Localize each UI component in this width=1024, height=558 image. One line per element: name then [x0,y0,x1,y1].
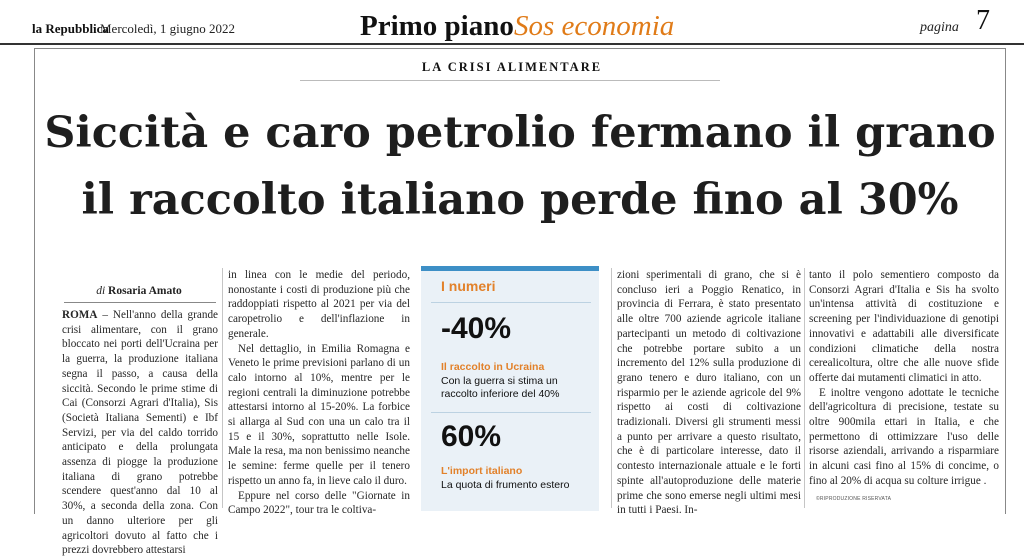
column-divider [222,268,223,508]
box-accent-bar [421,266,599,271]
page-label: pagina [920,20,959,35]
byline-prefix: di [96,285,106,297]
box-divider [431,302,591,303]
headline-line-1: Siccità e caro petrolio fermano il grano [44,108,996,158]
headline-line-2: il raccolto italiano perde fino al 30% [81,175,959,225]
issue-date: Mercoledì, 1 giugno 2022 [100,21,236,36]
paragraph: Eppure nel corso delle "Giornate in Campo 2022", tour tra le coltiva- [228,489,410,517]
paragraph: Nel dettaglio, in Emilia Romagna e Veneto le prime previsioni parlano di un calo intorno al 10%, mentre per le regioni centrali la diminuzione potrebbe attestarsi intorno al 15-20%. La forbice si allarga al Sud con una un calo tra il 15 e il 30%, soprattutto nelle Isole. Male la resa, ma non benissimo neanche le semine: ferme quelle per il tenero rispetto un anno fa, in lieve calo il duro. [228,342,410,487]
column-divider [611,268,612,508]
article-headline [34,100,1006,234]
box-title: I numeri [441,278,496,294]
paragraph: in linea con le medie del periodo, nonostante i costi di produzione più che raddoppiati rispetto al 2021 per via del caropetrolio e dell'inflazione in generale. [228,269,410,340]
masthead-divider [0,43,1024,45]
stat-desc-2: La quota di frumento estero [441,479,570,491]
paragraph: zioni sperimentali di grano, che si è concluso ieri a Poggio Renatico, in provincia di Ferrara, è stato presentato alle oltre 700 aziende agricole italiane partecipanti un metodo di coltivazione che potrebbe portare subito a un incremento del 12% sulla produzione di grano tenero e duro italiano, con un risparmio per le aziende agricole del 9% rispetto ai costi di coltivazione tradizionali. Diversi gli strumenti messi a punto per arrivare a questo risultato, che è di particolare interesse, dato il contesto internazionale attuale e le forti spinte all'autoproduzione delle materie prime che sono emerse negli ultimi mesi in tutti i Paesi. In- [617,269,801,517]
page-number: 7 [976,5,990,36]
article-kicker: LA CRISI ALIMENTARE [421,60,603,74]
kicker-divider [300,80,720,81]
article-column-3 [617,268,801,517]
masthead [0,0,1024,44]
stat-desc-1: Con la guerra si stima un raccolto inferiore del 40% [441,375,560,400]
paragraph-text: – Nell'anno della grande crisi alimentare, con il grano bloccato nei porti dell'Ucraina per la guerra, la produzione italiana segna il passo, a causa della siccità. Secondo le prime stime di Cai (Consorzi Agrari d'Italia), Sis (Società Italiana Sementi) e Ibf Servizi, per via del caldo torrido anticipato e della prolungata assenza di piogge la produzione italiana di grano potrebbe scendere quest'anno dal 10 al 30%, a seconda della zona. Con un danno ulteriore per gli agricoltori dovuto al fatto che i prezzi dovrebbero attestarsi [62,309,218,557]
stat-label-2: L'import italiano [441,465,523,477]
column-divider [804,268,805,508]
paragraph: tanto il polo sementiero composto da Consorzi Agrari d'Italia e Sis ha svolto un'intensa attività di costituzione e screening per l'individuazione di genotipi innovativi e adattabili alle diversificate condizioni climatiche della nostra cerealicoltura, oltre che alle nuove sfide offerte dai mutamenti climatici in atto. [809,269,999,384]
numbers-box [421,266,599,511]
dateline: ROMA [62,309,98,321]
byline [64,285,214,297]
subsection-title: Sos economia [514,10,675,42]
byline-divider [64,302,216,303]
section-title: Primo piano [360,10,514,42]
copyright-notice: ©RIPRODUZIONE RISERVATA [816,496,892,502]
article-column-1 [62,308,218,557]
paragraph [62,308,218,558]
stat-value-1: -40% [441,312,512,345]
byline-author: Rosaria Amato [108,285,182,297]
box-divider [431,412,591,413]
stat-value-2: 60% [441,420,502,453]
stat-label-1: Il raccolto in Ucraina [441,361,545,373]
newspaper-logo: la Repubblica [32,21,109,36]
paragraph: E inoltre vengono adottate le tecniche dell'agricoltura di precisione, testate su oltre 900mila ettari in Italia, e che permettono di ottimizzare l'uso delle risorse aziendali, arrivando a risparmiare in alcuni casi fino al 15% di concime, o fino al 20% di acqua su colture irrigue . [809,386,999,487]
article-column-2 [228,268,410,517]
article-column-4 [809,268,999,490]
